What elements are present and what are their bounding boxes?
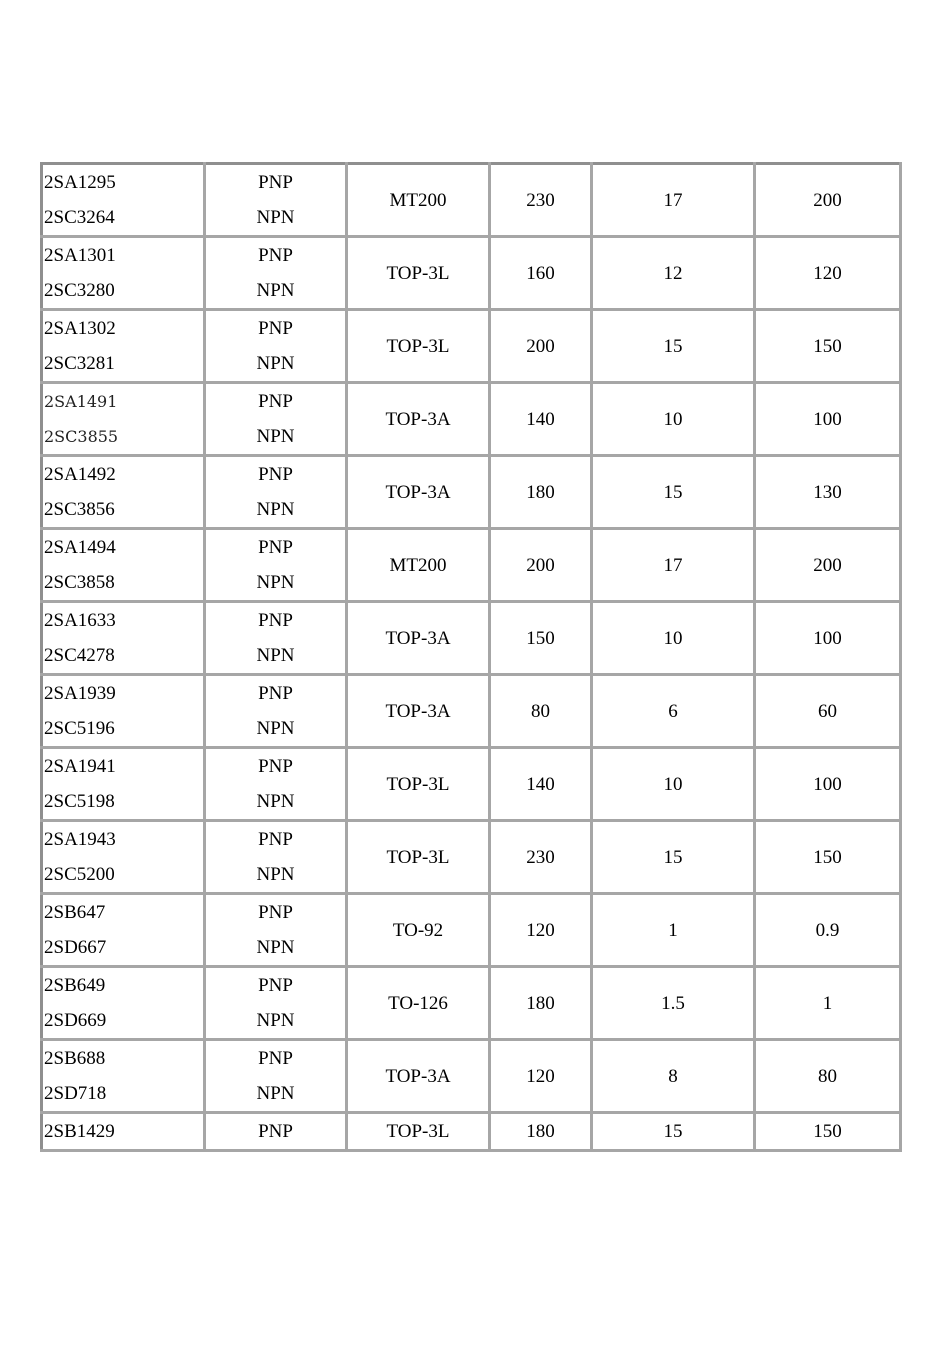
- package-cell: [347, 602, 490, 675]
- type-cell: [205, 164, 347, 237]
- type-cell: [205, 529, 347, 602]
- model-cell: [42, 456, 205, 529]
- type-cell: [205, 1113, 347, 1151]
- package-cell: [347, 894, 490, 967]
- type-cell-type-a: PNP: [258, 464, 293, 485]
- voltage-cell: [490, 529, 592, 602]
- model-cell-model-a: 2SA1633: [44, 610, 116, 631]
- package-cell: [347, 1113, 490, 1151]
- current-cell-a: 8: [668, 1065, 678, 1087]
- current-cell-a: 17: [663, 189, 683, 211]
- transistor-table: [40, 162, 902, 1152]
- type-cell-type-b: NPN: [256, 645, 295, 666]
- package-cell: [347, 383, 490, 456]
- model-cell: [42, 237, 205, 310]
- package-cell: [347, 529, 490, 602]
- power-cell-w: 100: [813, 408, 842, 430]
- power-cell-w: 200: [813, 554, 842, 576]
- power-cell-w: 80: [818, 1065, 837, 1087]
- package-cell-package: MT200: [389, 554, 447, 576]
- type-cell-type-b: NPN: [256, 353, 295, 374]
- type-cell: [205, 748, 347, 821]
- package-cell-package: TOP-3L: [386, 846, 450, 868]
- power-cell: [755, 1040, 901, 1113]
- type-cell-type-b: NPN: [256, 426, 295, 447]
- current-cell-a: 15: [663, 1121, 683, 1142]
- model-cell-model-a: 2SA1491: [44, 392, 118, 411]
- table-row: [42, 967, 901, 1040]
- voltage-cell: [490, 310, 592, 383]
- type-cell-type-a: PNP: [258, 245, 293, 266]
- type-cell-type-a: PNP: [258, 975, 293, 996]
- voltage-cell: [490, 164, 592, 237]
- package-cell-package: TOP-3L: [386, 773, 450, 795]
- package-cell-package: TOP-3A: [385, 700, 451, 722]
- power-cell: [755, 602, 901, 675]
- current-cell: [592, 383, 755, 456]
- power-cell-w: 130: [813, 481, 842, 503]
- model-cell-model-a: 2SA1295: [44, 172, 116, 193]
- model-cell-model-b: 2SC3855: [44, 427, 119, 446]
- type-cell: [205, 310, 347, 383]
- model-cell: [42, 602, 205, 675]
- model-cell-model-a: 2SA1302: [44, 318, 116, 339]
- current-cell-a: 1: [668, 919, 678, 941]
- power-cell-w: 0.9: [815, 919, 840, 941]
- power-cell: [755, 383, 901, 456]
- package-cell: [347, 748, 490, 821]
- table-row: [42, 529, 901, 602]
- package-cell-package: TOP-3L: [386, 335, 450, 357]
- power-cell: [755, 1113, 901, 1151]
- package-cell: [347, 310, 490, 383]
- model-cell-model-a: 2SA1301: [44, 245, 116, 266]
- type-cell-type-a: PNP: [258, 172, 293, 193]
- table-row: [42, 675, 901, 748]
- power-cell-w: 100: [813, 773, 842, 795]
- model-cell: [42, 164, 205, 237]
- type-cell-type-a: PNP: [258, 683, 293, 704]
- type-cell-type-a: PNP: [258, 829, 293, 850]
- current-cell: [592, 602, 755, 675]
- current-cell-a: 6: [668, 700, 678, 722]
- current-cell-a: 10: [663, 408, 683, 430]
- type-cell-type-a: PNP: [258, 537, 293, 558]
- model-cell-model-b: 2SC3856: [44, 499, 115, 520]
- table-body: [42, 164, 901, 1151]
- voltage-cell-v: 180: [526, 1121, 555, 1142]
- type-cell-type-b: NPN: [256, 791, 295, 812]
- type-cell: [205, 237, 347, 310]
- model-cell: [42, 1113, 205, 1151]
- current-cell: [592, 529, 755, 602]
- current-cell-a: 1.5: [661, 992, 685, 1014]
- model-cell: [42, 310, 205, 383]
- power-cell: [755, 456, 901, 529]
- type-cell-type-a: PNP: [258, 1048, 293, 1069]
- model-cell-model-a: 2SA1943: [44, 829, 116, 850]
- model-cell-model-b: 2SC3281: [44, 353, 115, 374]
- model-cell-model-b: 2SC3280: [44, 280, 115, 301]
- current-cell: [592, 310, 755, 383]
- package-cell-package: TOP-3A: [385, 408, 451, 430]
- current-cell: [592, 237, 755, 310]
- power-cell-w: 100: [813, 627, 842, 649]
- type-cell-type-a: PNP: [258, 610, 293, 631]
- package-cell: [347, 675, 490, 748]
- package-cell-package: TOP-3A: [385, 481, 451, 503]
- current-cell-a: 15: [663, 335, 683, 357]
- package-cell-package: TOP-3A: [385, 1065, 451, 1087]
- table-row: [42, 456, 901, 529]
- voltage-cell-v: 230: [526, 846, 555, 868]
- table-row: [42, 821, 901, 894]
- type-cell-type-b: NPN: [256, 1010, 295, 1031]
- voltage-cell-v: 200: [526, 335, 555, 357]
- voltage-cell: [490, 237, 592, 310]
- type-cell-type-b: NPN: [256, 937, 295, 958]
- model-cell-model-a: 2SB649: [44, 975, 106, 996]
- power-cell: [755, 675, 901, 748]
- model-cell-model-a: 2SB647: [44, 902, 106, 923]
- type-cell-type-b: NPN: [256, 718, 295, 739]
- package-cell: [347, 1040, 490, 1113]
- current-cell: [592, 1040, 755, 1113]
- power-cell-w: 60: [818, 700, 837, 722]
- power-cell: [755, 310, 901, 383]
- table-row: [42, 894, 901, 967]
- voltage-cell-v: 140: [526, 773, 555, 795]
- package-cell-package: TOP-3A: [385, 627, 451, 649]
- model-cell: [42, 748, 205, 821]
- model-cell-model-b: 2SC5196: [44, 718, 115, 739]
- power-cell-w: 120: [813, 262, 842, 284]
- type-cell: [205, 821, 347, 894]
- type-cell: [205, 602, 347, 675]
- voltage-cell-v: 140: [526, 408, 555, 430]
- voltage-cell-v: 180: [526, 992, 555, 1014]
- model-cell: [42, 529, 205, 602]
- current-cell: [592, 164, 755, 237]
- model-cell-model-b: 2SC3264: [44, 207, 115, 228]
- table-row: [42, 748, 901, 821]
- current-cell: [592, 821, 755, 894]
- current-cell: [592, 894, 755, 967]
- voltage-cell: [490, 456, 592, 529]
- voltage-cell: [490, 1113, 592, 1151]
- current-cell: [592, 967, 755, 1040]
- table-row: [42, 237, 901, 310]
- voltage-cell: [490, 748, 592, 821]
- power-cell-w: 150: [813, 846, 842, 868]
- type-cell-type-b: NPN: [256, 572, 295, 593]
- type-cell: [205, 675, 347, 748]
- voltage-cell: [490, 383, 592, 456]
- package-cell: [347, 821, 490, 894]
- voltage-cell-v: 200: [526, 554, 555, 576]
- model-cell-model-b: 2SD669: [44, 1010, 107, 1031]
- package-cell: [347, 967, 490, 1040]
- model-cell-model-a: 2SA1492: [44, 464, 116, 485]
- power-cell: [755, 967, 901, 1040]
- current-cell-a: 10: [663, 627, 683, 649]
- voltage-cell-v: 180: [526, 481, 555, 503]
- table-row: [42, 383, 901, 456]
- voltage-cell-v: 120: [526, 919, 555, 941]
- model-cell-model-b: 2SD718: [44, 1083, 107, 1104]
- model-cell: [42, 1040, 205, 1113]
- voltage-cell-v: 150: [526, 627, 555, 649]
- current-cell: [592, 456, 755, 529]
- model-cell: [42, 383, 205, 456]
- power-cell: [755, 748, 901, 821]
- voltage-cell: [490, 821, 592, 894]
- model-cell: [42, 967, 205, 1040]
- model-cell-model-b: 2SC3858: [44, 572, 115, 593]
- type-cell-type-a: PNP: [258, 1121, 293, 1142]
- power-cell: [755, 164, 901, 237]
- model-cell-model-a: 2SA1939: [44, 683, 116, 704]
- voltage-cell: [490, 1040, 592, 1113]
- package-cell-package: TO-92: [392, 919, 444, 941]
- type-cell-type-b: NPN: [256, 1083, 295, 1104]
- current-cell-a: 10: [663, 773, 683, 795]
- type-cell: [205, 967, 347, 1040]
- model-cell-model-a: 2SB688: [44, 1048, 106, 1069]
- type-cell-type-b: NPN: [256, 499, 295, 520]
- current-cell: [592, 748, 755, 821]
- power-cell: [755, 529, 901, 602]
- power-cell-w: 150: [813, 1121, 842, 1142]
- voltage-cell: [490, 675, 592, 748]
- current-cell: [592, 675, 755, 748]
- type-cell: [205, 456, 347, 529]
- model-cell-model-b: 2SC5198: [44, 791, 115, 812]
- package-cell-package: TOP-3L: [386, 1121, 450, 1142]
- model-cell: [42, 675, 205, 748]
- package-cell: [347, 456, 490, 529]
- package-cell-package: TO-126: [388, 992, 448, 1014]
- type-cell-type-b: NPN: [256, 207, 295, 228]
- voltage-cell-v: 120: [526, 1065, 555, 1087]
- table-row: [42, 1113, 901, 1151]
- current-cell: [592, 1113, 755, 1151]
- power-cell-w: 200: [813, 189, 842, 211]
- table-row: [42, 602, 901, 675]
- voltage-cell: [490, 602, 592, 675]
- voltage-cell-v: 80: [531, 700, 550, 722]
- model-cell-model-a: 2SA1494: [44, 537, 116, 558]
- model-cell-model-a: 2SB1429: [44, 1121, 115, 1142]
- package-cell: [347, 164, 490, 237]
- model-cell-model-a: 2SA1941: [44, 756, 116, 777]
- type-cell-type-a: PNP: [258, 902, 293, 923]
- current-cell-a: 17: [663, 554, 683, 576]
- type-cell: [205, 383, 347, 456]
- power-cell: [755, 821, 901, 894]
- type-cell-type-b: NPN: [256, 864, 295, 885]
- voltage-cell: [490, 894, 592, 967]
- power-cell-w: 1: [822, 992, 833, 1014]
- table-row: [42, 164, 901, 237]
- current-cell-a: 12: [663, 262, 683, 284]
- model-cell-model-b: 2SD667: [44, 937, 107, 958]
- voltage-cell-v: 230: [526, 189, 555, 211]
- type-cell: [205, 1040, 347, 1113]
- model-cell-model-b: 2SC5200: [44, 864, 115, 885]
- voltage-cell: [490, 967, 592, 1040]
- current-cell-a: 15: [663, 481, 683, 503]
- type-cell-type-a: PNP: [258, 391, 293, 412]
- type-cell-type-a: PNP: [258, 756, 293, 777]
- package-cell-package: MT200: [389, 189, 447, 211]
- model-cell: [42, 821, 205, 894]
- table-row: [42, 1040, 901, 1113]
- type-cell: [205, 894, 347, 967]
- power-cell: [755, 237, 901, 310]
- power-cell-w: 150: [813, 335, 842, 357]
- current-cell-a: 15: [663, 846, 683, 868]
- package-cell-package: TOP-3L: [386, 262, 450, 284]
- type-cell-type-a: PNP: [258, 318, 293, 339]
- model-cell-model-b: 2SC4278: [44, 645, 115, 666]
- package-cell: [347, 237, 490, 310]
- model-cell: [42, 894, 205, 967]
- power-cell: [755, 894, 901, 967]
- table-row: [42, 310, 901, 383]
- type-cell-type-b: NPN: [256, 280, 295, 301]
- voltage-cell-v: 160: [526, 262, 555, 284]
